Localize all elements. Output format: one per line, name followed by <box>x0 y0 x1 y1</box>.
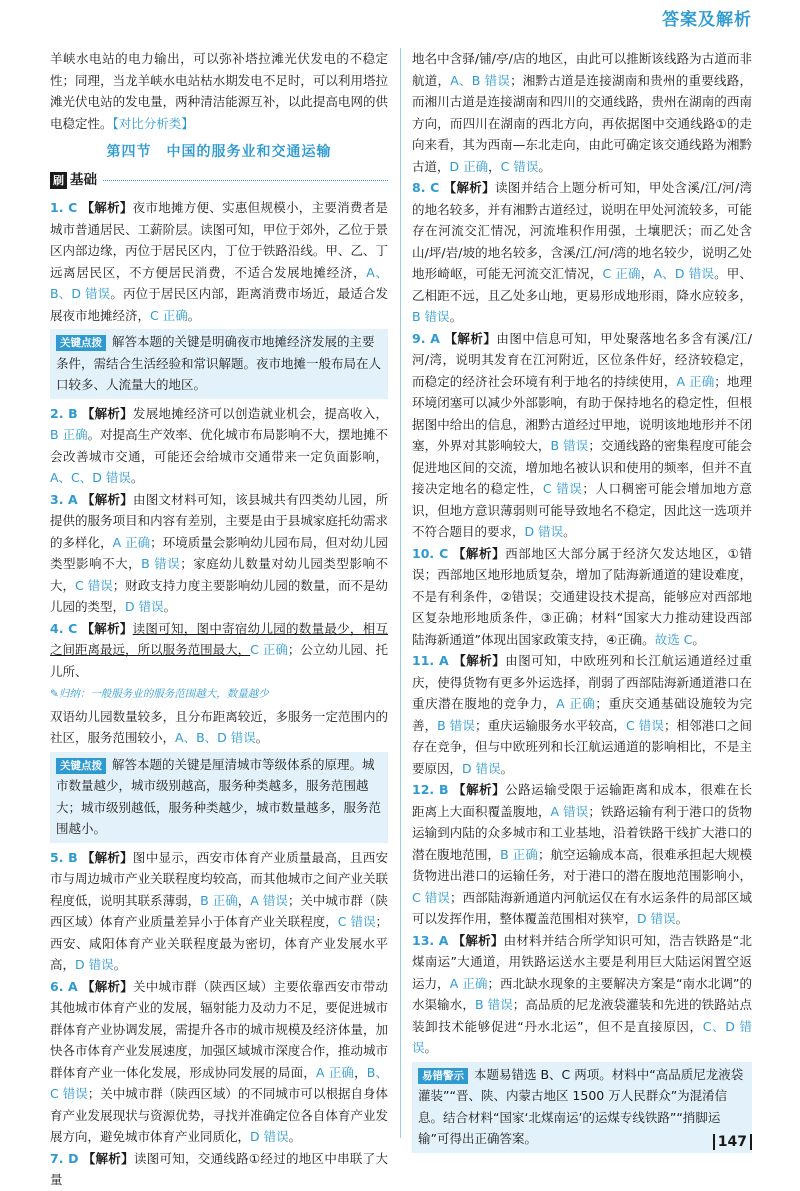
answer-item-7: 7. D 【解析】读图可知，交通线路①经过的地区中串联了大量 <box>50 1150 388 1187</box>
basic-label: 基础 <box>70 171 97 188</box>
page-number: 147 <box>713 1134 752 1150</box>
answer-item-9: 9. A 【解析】由图中信息可知，甲处聚落地名多含有溪/江/河/湾，说明其发育在江河附近，区位条件好，经济较稳定，而稳定的经济社会环境有利于地名的持续使用，A 正确；地理环境闭塞可以减少外部影响，有助于保持地名的稳定性，但根据图中给出的信息，湘黔古道经过甲地，说明该地地形并不闭塞，外界对其影响较大，B 错误；交通线路的密集程度可能会促进地区间的交流，增加地名被认识和使用的频率，但并不直接决定地名的稳定性，C 错误；人口稠密可能会增加地方意识，但地方意识薄弱则可能导致地名不稳定，因此这一选项并不符合题目的要求，D 错误。 <box>412 330 752 539</box>
key-point-box-1: 关键点拨 解答本题的关键是明确夜市地摊经济发展的主要条件，需结合生活经验和常识解题。夜市地摊一般布局在人口较多、人流量大的地区。 <box>50 329 388 399</box>
answer-item-8: 8. C 【解析】读图并结合上题分析可知，甲处含溪/江/河/湾的地名较多，并有湘黔古道经过，说明在甲处河流较多，可能存在河流交汇情况，河流堆积作用强，土壤肥沃；而乙处含山/坪/岩/坡的地名较多，含溪/江/河/湾的地名较少，说明乙处地形崎岖，可能无河流交汇情况，C 正确，A、D 错误。甲、乙相距不远，且乙处多山地，更易形成地形雨，降水应较多，B 错误。 <box>412 180 752 324</box>
key-point-box-2: 关键点拨 解答本题的关键是厘清城市等级体系的原理。城市数量越少，城市级别越高，服务种类越多，服务范围越大；城市级别越低，服务种类越少，城市数量越多，服务范围越小。 <box>50 752 388 843</box>
left-column <box>50 48 388 1191</box>
answer-item-5: 5. B 【解析】图中显示，西安市体育产业质量最高，且西安市与周边城市产业关联程度均较高，而其他城市之间产业关联程度低，说明其联系薄弱，B 正确，A 错误；关中城市群（陕西区域）体育产业质量差异小于体育产业关联程度，C 错误；西安、咸阳体育产业关联程度最为密切，体育产业发展水平高，D 错误。 <box>50 849 388 972</box>
basic-badge: 刷 <box>50 172 67 189</box>
handwritten-note: ✎归纳：一般服务业的服务范围越大，数量越少 <box>50 688 269 700</box>
answer-item-12: 12. B 【解析】公路运输受限于运输距离和成本，很难在长距离上大面积覆盖腹地，A 错误；铁路运输有利于港口的货物运输到内陆的众多城市和工业基地，沿着铁路干线扩大港口的潜在腹地范围，B 正确；航空运输成本高，很难承担起大规模货物进出港口的运输任务，对于港口的潜在腹地范围影响小，C 错误；西部陆海新通道内河航运仅在有水运条件的局部区域可以发挥作用，整体覆盖范围相对狭窄，D 错误。 <box>412 782 752 926</box>
error-warning-label: 易错警示 <box>418 1068 468 1084</box>
answer-item-6: 6. A 【解析】关中城市群（陕西区域）主要依靠西安市带动其他城市体育产业的发展，辐射能力及动力不足，要促进城市群体育产业协调发展，需提升各市的城市规模及经济体量，加快各市体育产业发展速度，加强区域城市深度合作，推动城市群体育产业一体化发展，形成协同发展的局面，A 正确，B、C 错误；关中城市群（陕西区域）的不同城市可以根据自身体育产业发展现状与资源优势，寻找并准确定位各自体育产业发展方向，避免城市体育产业同质化，D 错误。 <box>50 978 388 1144</box>
key-point-label: 关键点拨 <box>56 335 106 351</box>
answer-item-10: 10. C 【解析】西部地区大部分属于经济欠发达地区，①错误；西部地区地形地质复杂，增加了陆海新通道的建设难度，不是有利条件，②错误；交通建设技术提高，能够应对西部地区复杂地形地质条件，③正确；材料“国家大力推动建设西部陆海新通道”体现出国家政策支持，④正确。故选 C。 <box>412 545 752 647</box>
basic-dotted-line <box>103 180 388 181</box>
answer-item-7-continued: 地名中含驿/铺/亭/店的地区，由此可以推断该线路为古道而非航道，A、B 错误；湘黔古道是连接湖南和贵州的重要线路，而湘川古道是连接湖南和四川的交通线路，贵州在湖南的西南方向，而四川在湖南的西北方向，再依据图中交通线路①的走向来看，其为西南—东北走向，由此可确定该交通线路为湘黔古道，D 正确，C 错误。 <box>412 51 752 174</box>
answer-item-2: 2. B 【解析】发展地摊经济可以创造就业机会，提高收入，B 正确。对提高生产效率、优化城市布局影响不大，摆地摊不会改善城市交通，可能还会给城市交通带来一定负面影响，A、C、D 错误。 <box>50 405 388 485</box>
intro-paragraph: 羊峡水电站的电力输出，可以弥补塔拉滩光伏发电的不稳定性；同理，当龙羊峡水电站枯水期发电不足时，可以利用塔拉滩光伏电站的发电量，两种清洁能源互补，以此提高电网的供电稳定性。【对比分析类】 <box>50 51 388 131</box>
answer-item-3: 3. A 【解析】由图文材料可知，该县城共有四类幼儿园，所提供的服务项目和内容有差别，主要是由于县城家庭托幼需求的多样化，A 正确；环境质量会影响幼儿园布局，但对幼儿园类型影响不大，B 错误；家庭幼儿数量对幼儿园类型影响不大，C 错误；财政支持力度主要影响幼儿园的数量，而不是幼儿园的类型，D 错误。 <box>50 491 388 614</box>
answer-item-4: 4. C 【解析】读图可知，图中寄宿幼儿园的数量最少，相互之间距离最远，所以服务范围最大，C 正确；公立幼儿园、托儿所、 ✎归纳：一般服务业的服务范围越大，数量越少 双语幼儿园数量较多，且分布距离较近，多服务一定范围内的社区，服务范围较小，A、B、D 错误。 <box>50 620 388 745</box>
basic-heading <box>50 170 388 192</box>
key-point-label: 关键点拨 <box>56 758 106 774</box>
answer-item-11: 11. A 【解析】由图可知，中欧班列和长江航运通道经过重庆，使得货物有更多外运选择，削弱了西部陆海新通道港口在重庆潜在腹地的竞争力，A 正确；重庆交通基础设施较为完善，B 错误；重庆运输服务水平较高，C 错误；相邻港口之间存在竞争，但与中欧班列和长江航运通道的影响相比，不是主要原因，D 错误。 <box>412 653 752 776</box>
answer-item-1: 1. C 【解析】夜市地摊方便、实惠但规模小，主要消费者是城市普通居民、工薪阶层。读图可知，甲位于郊外，乙位于景区内部边缘，丙位于居民区内，丁位于铁路沿线。甲、乙、丁远离居民区，不方便居民消费，不适合发展地摊经济，A、B、D 错误。丙位于居民区内部，距离消费市场近，最适合发展夜市地摊经济，C 正确。 <box>50 200 388 323</box>
right-column <box>412 48 752 1157</box>
section-title: 第四节 中国的服务业和交通运输 <box>106 144 332 160</box>
column-divider <box>400 48 401 1138</box>
header-title: 答案及解析 <box>662 10 752 30</box>
error-warning-box: 易错警示 本题易错选 B、C 两项。材料中“高品质尼龙液袋灌装”“晋、陕、内蒙古地区 1500 万人民群众”为混淆信息。结合材料“国家‘北煤南运’的运煤专线铁路”“捎脚运输”可得出正确答案。 <box>412 1062 752 1153</box>
answer-item-13: 13. A 【解析】由材料并结合所学知识可知，浩吉铁路是“北煤南运”大通道，用铁路运送水主要是利用巨大陆运闲置空返运力，A 正确；西北缺水现象的主要解决方案是“南水北调”的水渠输水，B 错误；高品质的尼龙液袋灌装和先进的铁路站点装卸技术能够促进“丹水北运”，但不是直接原因，C、D 错误。 <box>412 932 753 1055</box>
